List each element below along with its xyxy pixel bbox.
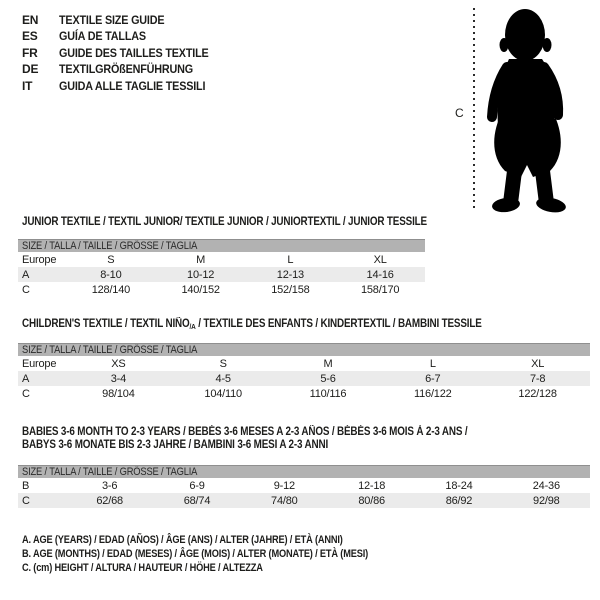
babies-section-title: [22, 426, 467, 451]
cell: 80/86: [328, 493, 415, 508]
title-text: CHILDREN'S TEXTILE / TEXTIL NIÑO: [22, 318, 190, 330]
height-measure-label: C: [455, 106, 464, 120]
size-label: L: [429, 357, 436, 370]
cell: 152/158: [271, 283, 310, 296]
lang-row-es: [22, 29, 225, 45]
babies-size-table: [18, 465, 590, 508]
cell: 10-12: [156, 267, 246, 282]
region-label: Europe: [22, 357, 57, 370]
size-header-label: SIZE / TALLA / TAILLE / GRÖSSE / TAGLIA: [22, 344, 198, 356]
children-size-table: [18, 343, 590, 401]
language-title-list: [22, 13, 225, 95]
row-label: A: [18, 371, 66, 386]
cell: 12-13: [246, 267, 336, 282]
size-header-label: SIZE / TALLA / TAILLE / GRÖSSE / TAGLIA: [22, 240, 198, 252]
cell: 8-10: [66, 267, 156, 282]
cell: 104/110: [204, 387, 242, 400]
table-row-b: [18, 478, 590, 493]
size-label: XL: [373, 253, 387, 266]
row-label: C: [22, 283, 30, 296]
size-label: XS: [111, 357, 126, 370]
junior-size-table: [18, 239, 425, 297]
size-label: S: [219, 357, 227, 370]
height-measure-dotted-line: [473, 8, 475, 212]
row-label: B: [22, 479, 30, 492]
cell: 92/98: [503, 493, 590, 508]
lang-row-it: [22, 79, 225, 95]
toddler-silhouette-icon: [487, 7, 579, 213]
children-section-title: [22, 318, 482, 331]
lang-title: GUIDE DES TAILLES TEXTILE: [59, 45, 209, 60]
table-header-bar: [18, 466, 590, 479]
table-row-c: [18, 386, 590, 401]
lang-title: TEXTILGRÖßENFÜHRUNG: [59, 62, 193, 77]
row-label: C: [18, 493, 66, 508]
cell: 9-12: [273, 479, 295, 492]
size-label: M: [196, 253, 206, 266]
size-label: M: [323, 357, 333, 370]
size-labels-row: [18, 252, 425, 267]
lang-code: EN: [22, 13, 39, 27]
cell: 18-24: [445, 479, 473, 492]
lang-title: TEXTILE SIZE GUIDE: [59, 13, 165, 27]
cell: 122/128: [518, 387, 557, 400]
cell: 110/116: [309, 387, 347, 400]
cell: 86/92: [415, 493, 502, 508]
table-row-c: [18, 493, 590, 508]
table-row-c: [18, 282, 425, 297]
lang-code: FR: [22, 45, 38, 60]
cell: 128/140: [91, 283, 131, 296]
junior-section-title: JUNIOR TEXTILE / TEXTIL JUNIOR/ TEXTILE JUNIOR / JUNIORTEXTIL / JUNIOR TESSILE: [22, 216, 427, 228]
cell: 140/152: [181, 283, 220, 296]
cell: 6-7: [380, 371, 485, 386]
table-header-bar: [18, 240, 425, 253]
title-text: / TEXTILE DES ENFANTS / KINDERTEXTIL / BAMBINI TESSILE: [195, 318, 482, 330]
title-line-1: BABIES 3-6 MONTH TO 2-3 YEARS / BEBÉS 3-6 MESES A 2-3 AÑOS / BÉBÉS 3-6 MOIS À 2-3 ANS /: [22, 426, 468, 438]
cell: 24-36: [532, 479, 560, 492]
legend-line-b: B. AGE (MONTHS) / EDAD (MESES) / ÂGE (MOIS) / ALTER (MONATE) / ETÀ (MESI): [22, 547, 369, 560]
cell: 74/80: [241, 493, 328, 508]
cell: 158/170: [360, 283, 400, 296]
lang-title: GUIDA ALLE TAGLIE TESSILI: [59, 78, 206, 93]
lang-row-en: [22, 13, 225, 29]
size-label: S: [107, 253, 115, 266]
size-label: XL: [531, 357, 545, 370]
size-labels-row: [18, 356, 590, 371]
cell: 98/104: [102, 387, 135, 400]
cell: 6-9: [189, 479, 205, 492]
region-label: Europe: [22, 253, 57, 266]
table-header-bar: [18, 344, 590, 357]
lang-code: ES: [22, 29, 38, 44]
cell: 4-5: [171, 371, 276, 386]
table-row-a: [18, 267, 425, 282]
cell: 7-8: [485, 371, 590, 386]
cell: 116/122: [414, 387, 452, 400]
cell: 14-16: [335, 267, 425, 282]
row-label: A: [18, 267, 66, 282]
cell: 3-6: [102, 479, 118, 492]
cell: 5-6: [276, 371, 381, 386]
size-header-label: SIZE / TALLA / TAILLE / GRÖSSE / TAGLIA: [22, 466, 198, 478]
cell: 62/68: [66, 493, 153, 508]
lang-code: DE: [22, 62, 39, 77]
lang-code: IT: [22, 78, 33, 93]
legend-line-a: A. AGE (YEARS) / EDAD (AÑOS) / ÂGE (ANS) / ALTER (JAHRE) / ETÀ (ANNI): [22, 534, 343, 546]
cell: 12-18: [358, 479, 386, 492]
title-line-2: BABYS 3-6 MONATE BIS 2-3 JAHRE / BAMBINI 3-6 MESI A 2-3 ANNI: [22, 438, 329, 451]
cell: 3-4: [66, 371, 171, 386]
title-subscript: /A: [189, 322, 196, 331]
lang-row-fr: [22, 46, 225, 62]
size-label: L: [287, 253, 294, 266]
legend-line-c: C. (cm) HEIGHT / ALTURA / HAUTEUR / HÖHE / ALTEZZA: [22, 561, 263, 574]
measure-legend: [22, 534, 434, 576]
cell: 68/74: [153, 493, 240, 508]
row-label: C: [22, 387, 30, 400]
table-row-a: [18, 371, 590, 386]
lang-title: GUÍA DE TALLAS: [59, 29, 146, 44]
lang-row-de: [22, 62, 225, 78]
